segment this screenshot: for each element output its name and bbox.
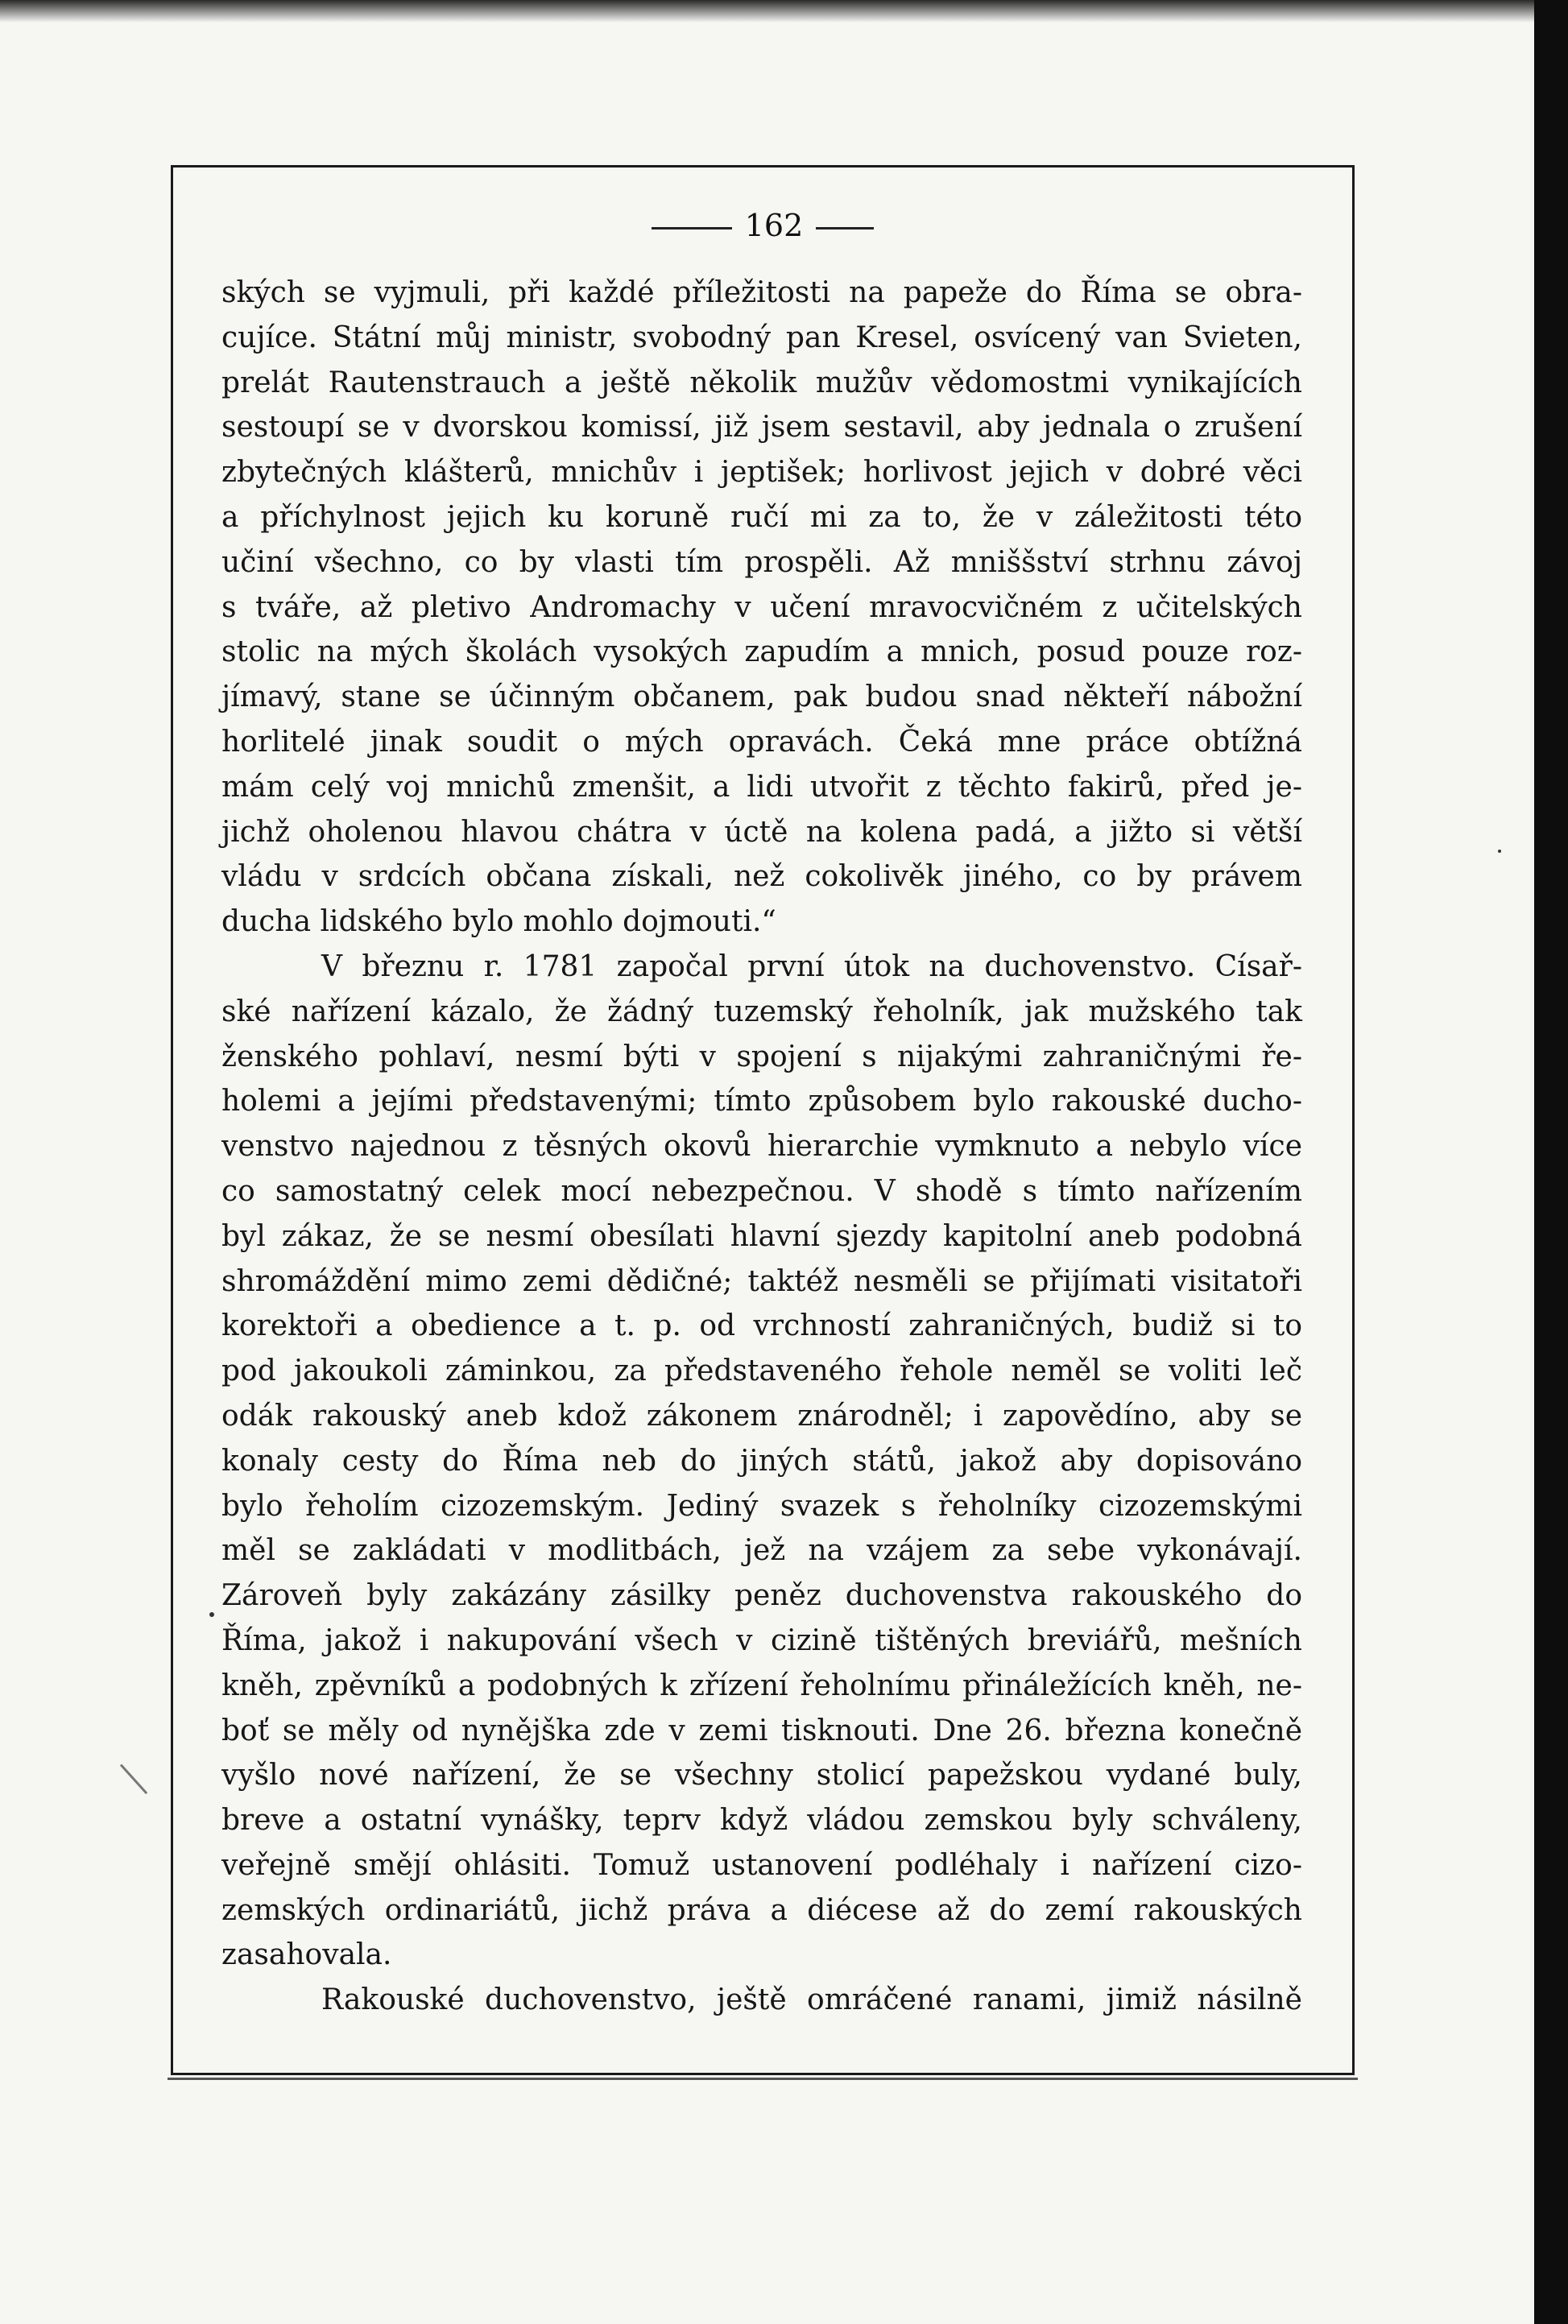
text-line: zasahovala. [221,1938,392,1972]
text-line: ské nařízení kázalo, že žádný tuzemský řeholník, jak mužského tak [221,995,1302,1028]
text-line: sestoupí se v dvorskou komissí, již jsem sestavil, aby jednala o zrušení [221,411,1302,445]
text-line: mám celý voj mnichů zmenšit, a lidi utvořit z těchto fakirů, před je- [221,770,1302,804]
text-line: ženského pohlaví, nesmí býti v spojení s nijakými zahraničnými ře- [221,1040,1302,1073]
text-line: Rakouské duchovenstvo, ještě omráčené ranami, jimiž násilně [321,1983,1302,2017]
header-dash-right [816,227,874,230]
header-dash-left [652,227,732,230]
text-line: breve a ostatní vynášky, teprv když vládou zemskou byly schváleny, [221,1804,1302,1838]
text-line: Říma, jakož i nakupování všech v cizině tištěných breviářů, mešních [221,1623,1302,1657]
text-line: shromáždění mimo zemi dědičné; taktéž nesměli se přijímati visitatoři [221,1264,1302,1298]
text-line: vládu v srdcích občana získali, než cokolivěk jiného, co by právem [221,860,1302,894]
text-line: boť se měly od nynějška zde v zemi tisknouti. Dne 26. března konečně [221,1714,1302,1747]
text-line: kněh, zpěvníků a podobných k zřízení řeholnímu přináležících kněh, ne- [221,1669,1302,1702]
text-line: odák rakouský aneb kdož zákonem znárodněl; i zapovědíno, aby se [221,1399,1302,1433]
text-line: Zároveň byly zakázány zásilky peněz duchovenstva rakouského do [221,1579,1302,1613]
text-line: co samostatný celek mocí nebezpečnou. V shodě s tímto nařízením [221,1174,1302,1208]
text-line: a příchylnost jejich ku koruně ručí mi za to, že v záležitosti této [221,500,1302,534]
page-border-shadow [168,2078,1358,2080]
text-line: zemských ordinariátů, jichž práva a diécese až do zemí rakouských [221,1893,1302,1927]
text-line: venstvo najednou z těsných okovů hierarchie vymknuto a nebylo více [221,1130,1302,1164]
text-line: bylo řeholím cizozemským. Jediný svazek s řeholníky cizozemskými [221,1489,1302,1523]
text-line: byl zákaz, že se nesmí obesílati hlavní sjezdy kapitolní aneb podobná [221,1219,1302,1253]
text-line: konaly cesty do Říma neb do jiných států, jakož aby dopisováno [221,1444,1302,1478]
text-line: pod jakoukoli záminkou, za představeného řehole neměl se voliti leč [221,1354,1302,1388]
scan-top-shadow [0,0,1534,23]
text-line: učiní všechno, co by vlasti tím prospěli. Až mniššství strhnu závoj [221,545,1302,579]
text-line: V březnu r. 1781 započal první útok na duchovenstvo. Císař- [321,949,1302,983]
ink-speck [1498,850,1501,853]
text-line: veřejně smějí ohlásiti. Tomuž ustanovení podléhaly i nařízení cizo- [221,1848,1302,1882]
text-line: prelát Rautenstrauch a ještě několik mužův vědomostmi vynikajících [221,366,1302,399]
text-line: cujíce. Státní můj ministr, svobodný pan Kresel, osvícený van Svieten, [221,320,1302,354]
scan-right-edge [1534,0,1568,2324]
text-line: jichž oholenou hlavou chátra v úctě na kolena padá, a jižto si větší [221,815,1302,849]
text-line: horlitelé jinak soudit o mých opravách. Čeká mne práce obtížná [221,725,1302,759]
text-line: stolic na mých školách vysokých zapudím a mnich, posud pouze roz- [221,635,1302,669]
page-header [171,208,1355,256]
text-line: zbytečných klášterů, mnichův i jeptišek; horlivost jejich v dobré věci [221,456,1302,490]
text-line: ských se vyjmuli, při každé příležitosti na papeže do Říma se obra- [221,276,1302,309]
text-line: ducha lidského bylo mohlo dojmouti.“ [221,905,776,939]
text-line: korektoři a obedience a t. p. od vrchností zahraničných, budiž si to [221,1309,1302,1343]
text-line: s tváře, až pletivo Andromachy v učení mravocvičném z učitelských [221,590,1302,624]
text-line: vyšlo nové nařízení, že se všechny stolicí papežskou vydané buly, [221,1759,1302,1793]
text-line: měl se zakládati v modlitbách, jež na vzájem za sebe vykonávají. [221,1534,1302,1568]
text-line: holemi a jejími představenými; tímto způsobem bylo rakouské ducho- [221,1085,1302,1119]
page-number: 162 [744,208,804,243]
text-line: jímavý, stane se účinným občanem, pak budou snad někteří nábožní [221,680,1302,714]
page-text-body [221,271,1302,2023]
ink-speck [209,1612,214,1617]
